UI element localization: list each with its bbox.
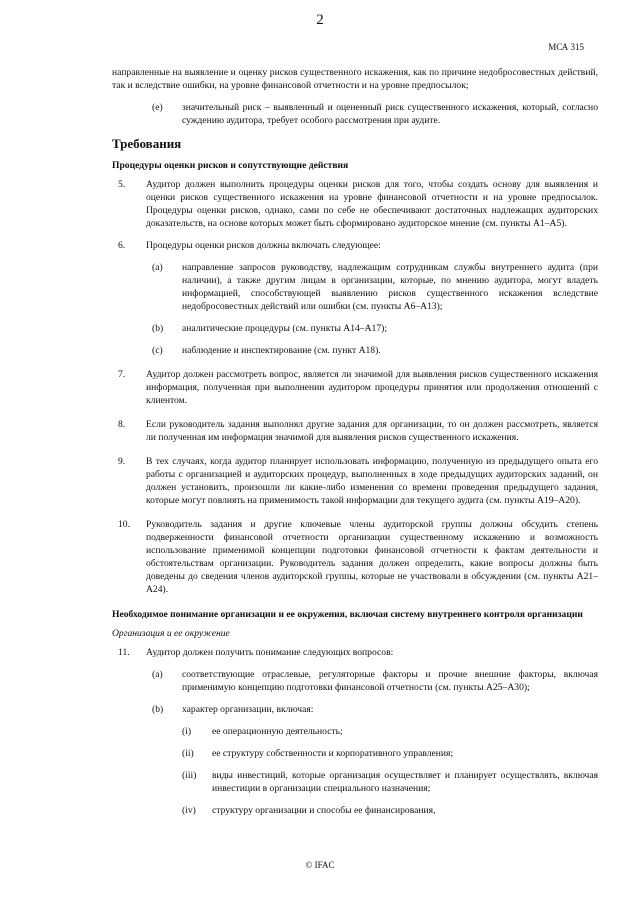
list-item-b: [152, 322, 598, 335]
list-text: характер организации, включая:: [182, 704, 314, 715]
paragraph-number: 11.: [118, 647, 130, 658]
sub-item-i: [182, 725, 598, 738]
list-label: (b): [152, 704, 164, 715]
paragraph-text: Аудитор должен рассмотреть вопрос, является ли значимой для выявления рисков существенного искажения информация, полученная при выполнении аудитором процедуры принятия или продолжения отношений с клиентом.: [146, 369, 598, 406]
list-label: (e): [152, 102, 163, 113]
list-label: (b): [152, 323, 164, 334]
paragraph-10: [112, 518, 598, 596]
list-label: (a): [152, 669, 163, 680]
paragraph-number: 8.: [118, 419, 126, 430]
paragraph-text: Процедуры оценки рисков должны включать следующее:: [146, 240, 381, 251]
list-text: направление запросов руководству, надлежащим сотрудникам службы внутреннего аудита (при наличии), а также другим лицам в организации, которые, по мнению аудитора, могут владеть информацией, способствующей выявлению рисков существенного искажения вследствие недобросовестных действий или ошибки (см. пункты А6–А13);: [182, 262, 598, 312]
list-item-a: [152, 261, 598, 313]
page-number: 2: [316, 12, 324, 28]
list-label: (a): [152, 262, 163, 273]
list-text: наблюдение и инспектирование (см. пункт А18).: [182, 345, 381, 356]
paragraph-number: 10.: [118, 519, 130, 530]
list-item-c: [152, 344, 598, 357]
list-text: аналитические процедуры (см. пункты А14–А17);: [182, 323, 387, 334]
paragraph-text: Руководитель задания и другие ключевые члены аудиторской группы должны обсудить степень подверженности финансовой отчетности организации существенному искажению и возможность использование применимой концепции подготовки финансовой отчетности к фактам деятельности и обстоятельствам организации. Руководитель задания должен определить, какие вопросы должны быть доведены до сведения членов аудиторской группы, которые не участвовали в обсуждении (см. пункты А21–А24).: [146, 519, 598, 595]
list-label: (i): [182, 726, 192, 737]
paragraph-text: Если руководитель задания выполнял другие задания для организации, то он должен рассмотреть, является ли полученная им информация значимой для выявления рисков существенного искажения.: [146, 419, 598, 443]
sub-item-iii: [182, 769, 598, 795]
list-label: (c): [152, 345, 163, 356]
list-item-b: [152, 703, 598, 716]
document-code: МСА 315: [548, 42, 584, 52]
list-label: (ii): [182, 748, 194, 759]
paragraph-7: [112, 368, 598, 407]
paragraph-text: Аудитор должен выполнить процедуры оценки рисков для того, чтобы создать основу для выявления и оценки рисков существенного искажения на уровне финансовой отчетности и на уровне предпосылок. Процедуры оценки рисков, однако, сами по себе не обеспечивают достаточных надлежащих аудиторских доказательств, на основе которых может быть сформировано аудиторское мнение (см. пункты А1–А5).: [146, 179, 598, 229]
subsection-italic-heading: Организация и ее окружение: [112, 628, 230, 639]
paragraph-number: 9.: [118, 456, 126, 467]
list-text: ее структуру собственности и корпоративного управления;: [212, 748, 454, 759]
list-item-a: [152, 668, 598, 694]
sub-item-ii: [182, 747, 598, 760]
list-item-e: [152, 101, 598, 127]
list-text: виды инвестиций, которые организация осуществляет и планирует осуществлять, включая инвестиции в организации специального назначения;: [212, 770, 598, 794]
subsection-heading: Необходимое понимание организации и ее окружения, включая систему внутреннего контроля организации: [112, 609, 583, 620]
paragraph-number: 7.: [118, 369, 126, 380]
paragraph-11: [112, 646, 598, 659]
list-text: структуру организации и способы ее финансирования,: [212, 805, 436, 816]
paragraph-9: [112, 455, 598, 507]
paragraph-8: [112, 418, 598, 444]
footer-copyright: © IFAC: [305, 860, 335, 870]
subsection-heading: Процедуры оценки рисков и сопутствующие действия: [112, 160, 349, 171]
paragraph-6: [112, 239, 598, 252]
list-text: ее операционную деятельность;: [212, 726, 343, 737]
list-label: (iv): [182, 805, 196, 816]
paragraph-5: [112, 178, 598, 230]
continuation-text: направленные на выявление и оценку рисков существенного искажения, как по причине недобросовестных действий, так и вследствие ошибки, на уровне финансовой отчетности и на уровне предпосылок;: [112, 67, 598, 91]
paragraph-number: 5.: [118, 179, 126, 190]
list-text: значительный риск – выявленный и оцененный риск существенного искажения, который, согласно суждению аудитора, требует особого рассмотрения при аудите.: [182, 102, 598, 126]
list-label: (iii): [182, 770, 197, 781]
section-title: Требования: [112, 136, 182, 151]
paragraph-text: Аудитор должен получить понимание следующих вопросов:: [146, 647, 394, 658]
paragraph-text: В тех случаях, когда аудитор планирует использовать информацию, полученную из предыдущего опыта его работы с организацией и аудиторских процедур, выполненных в ходе предыдущих аудиторских заданий, он должен установить, произошли ли какие-либо изменения со времени проведения предыдущего задания, которые могут повлиять на применимость такой информации для текущего аудита (см. пункты А19–А20).: [146, 456, 598, 506]
list-text: соответствующие отраслевые, регуляторные факторы и прочие внешние факторы, включая применимую концепцию подготовки финансовой отчетности (см. пункты А25–А30);: [182, 669, 598, 693]
paragraph-number: 6.: [118, 240, 126, 251]
sub-item-iv: [182, 804, 598, 817]
document-body: [112, 66, 598, 817]
